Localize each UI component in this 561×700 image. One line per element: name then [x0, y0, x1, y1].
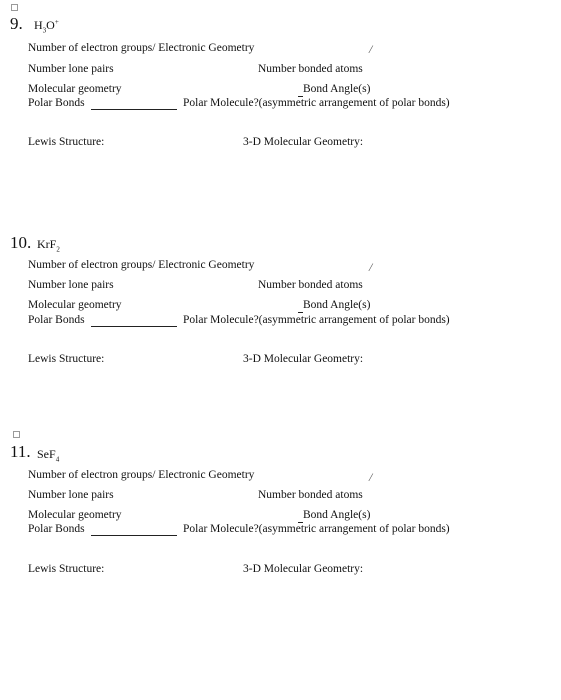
handwritten-mark: /	[369, 42, 373, 56]
lewis-structure-label: Lewis Structure:	[28, 136, 105, 148]
question-number: 9.	[10, 14, 23, 33]
polar-bonds-label: Polar Bonds	[28, 314, 85, 326]
electron-groups-label: Number of electron groups/ Electronic Geometry	[28, 259, 255, 271]
formula	[37, 237, 60, 253]
formula-element: KrF	[37, 237, 57, 251]
polar-molecule-label: Polar Molecule?(asymmetric arrangement of polar bonds)	[183, 314, 450, 326]
formula-element: O	[46, 18, 55, 32]
bond-angle-label: Bond Angle(s)	[303, 509, 371, 521]
polar-bonds-label: Polar Bonds	[28, 97, 85, 109]
3d-geometry-label: 3-D Molecular Geometry:	[243, 353, 364, 365]
bonded-atoms-label: Number bonded atoms	[258, 63, 363, 75]
question-number: 11.	[10, 442, 31, 461]
lone-pairs-label: Number lone pairs	[28, 279, 114, 291]
polar-molecule-label: Polar Molecule?(asymmetric arrangement of polar bonds)	[183, 97, 450, 109]
polar-bonds-blank[interactable]	[91, 326, 177, 327]
lewis-structure-label: Lewis Structure:	[28, 563, 105, 575]
polar-bonds-blank[interactable]	[91, 109, 177, 110]
handwritten-mark: /	[369, 470, 373, 484]
formula-element: SeF	[37, 447, 56, 461]
checkbox-icon	[11, 4, 18, 11]
formula-superscript: +	[54, 18, 59, 26]
polar-bonds-label: Polar Bonds	[28, 523, 85, 535]
polar-bonds-blank[interactable]	[91, 535, 177, 536]
molecular-geometry-label: Molecular geometry	[28, 509, 122, 521]
question-number: 10.	[10, 233, 32, 252]
molecular-geometry-label: Molecular geometry	[28, 83, 122, 95]
electron-groups-label: Number of electron groups/ Electronic Geometry	[28, 469, 255, 481]
formula-subscript: 2	[56, 245, 60, 254]
electron-groups-label: Number of electron groups/ Electronic Geometry	[28, 42, 255, 54]
bond-angle-blank[interactable]	[298, 312, 303, 313]
lewis-structure-label: Lewis Structure:	[28, 353, 105, 365]
bonded-atoms-label: Number bonded atoms	[258, 279, 363, 291]
3d-geometry-label: 3-D Molecular Geometry:	[243, 136, 364, 148]
formula	[37, 447, 59, 463]
formula-element: H	[34, 18, 43, 32]
bond-angle-label: Bond Angle(s)	[303, 299, 371, 311]
lone-pairs-label: Number lone pairs	[28, 63, 114, 75]
bonded-atoms-label: Number bonded atoms	[258, 489, 363, 501]
handwritten-mark: /	[369, 260, 373, 274]
bond-angle-label: Bond Angle(s)	[303, 83, 371, 95]
polar-molecule-label: Polar Molecule?(asymmetric arrangement of polar bonds)	[183, 523, 450, 535]
checkbox-icon	[13, 431, 20, 438]
molecular-geometry-label: Molecular geometry	[28, 299, 122, 311]
lone-pairs-label: Number lone pairs	[28, 489, 114, 501]
formula-subscript: 4	[55, 455, 60, 464]
formula	[34, 18, 59, 34]
formula-subscript: 3	[42, 26, 47, 35]
3d-geometry-label: 3-D Molecular Geometry:	[243, 563, 364, 575]
